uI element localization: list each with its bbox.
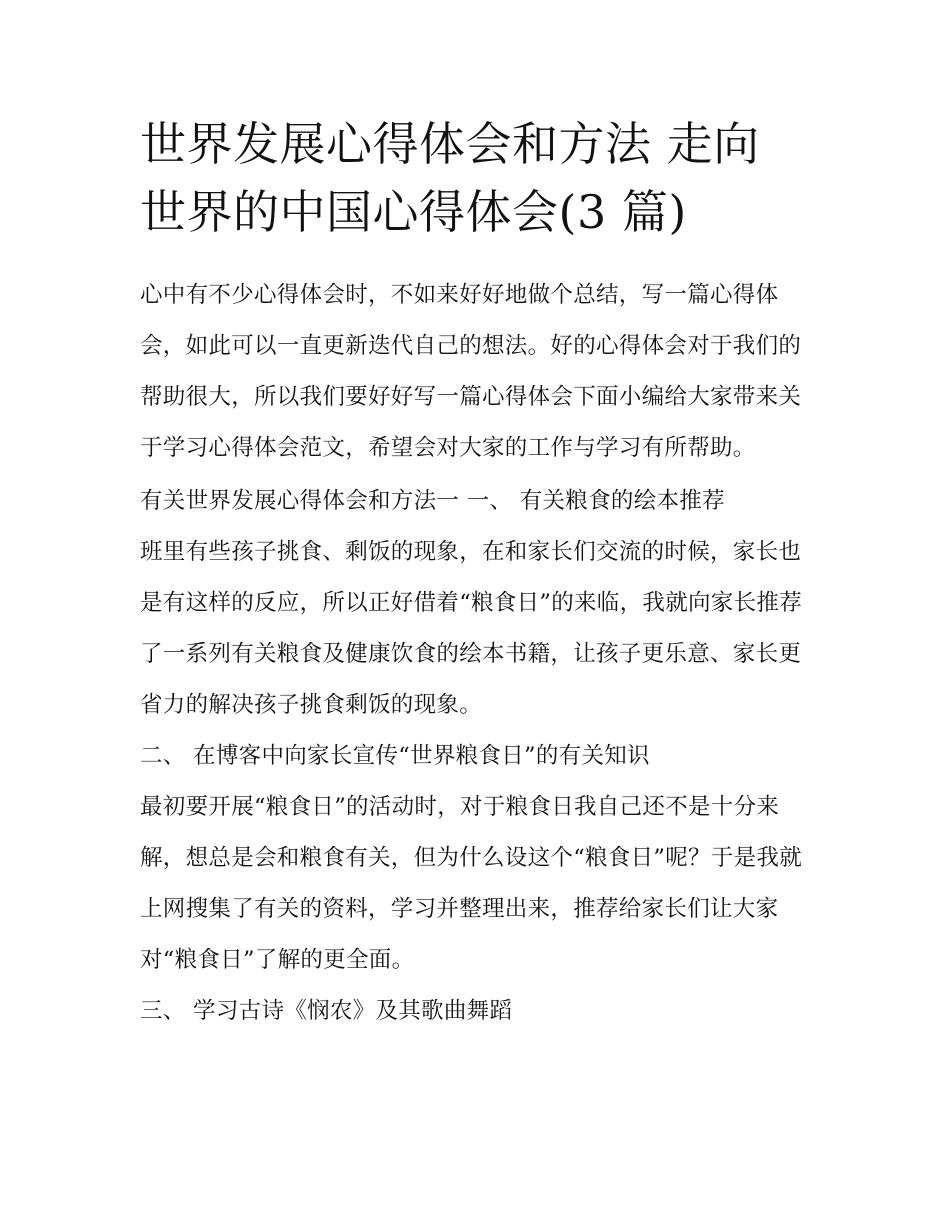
document-title: [140, 110, 812, 246]
intro-paragraph: 心中有不少心得体会时，不如来好好地做个总结，写一篇心得体会，如此可以一直更新迭代自己的想法。好的心得体会对于我们的帮助很大，所以我们要好好写一篇心得体会下面小编给大家带来关于学习心得体会范文，希望会对大家的工作与学习有所帮助。: [140, 282, 802, 461]
title-line-2: 世界的中国心得体会(3 篇): [140, 185, 687, 239]
title-line-1: 世界发展心得体会和方法 走向: [140, 117, 760, 171]
section-1-paragraph: 班里有些孩子挑食、剩饭的现象，在和家长们交流的时候，家长也是有这样的反应，所以正好借着“粮食日”的来临，我就向家长推荐了一系列有关粮食及健康饮食的绘本书籍，让孩子更乐意、家长更省力的解决孩子挑食剩饭的现象。: [140, 539, 803, 718]
section-2-heading: 二、 在博客中向家长宣传“世界粮食日”的有关知识: [140, 743, 650, 769]
section-3-heading: 三、 学习古诗《悯农》及其歌曲舞蹈: [140, 998, 513, 1024]
section-1-heading: 有关世界发展心得体会和方法一 一、 有关粮食的绘本推荐: [140, 488, 725, 514]
section-2-paragraph: 最初要开展“粮食日”的活动时，对于粮食日我自己还不是十分来解，想总是会和粮食有关，但为什么设这个“粮食日”呢？于是我就上网搜集了有关的资料，学习并整理出来，推荐给家长们让大家对“粮食日”了解的更全面。: [140, 794, 803, 973]
